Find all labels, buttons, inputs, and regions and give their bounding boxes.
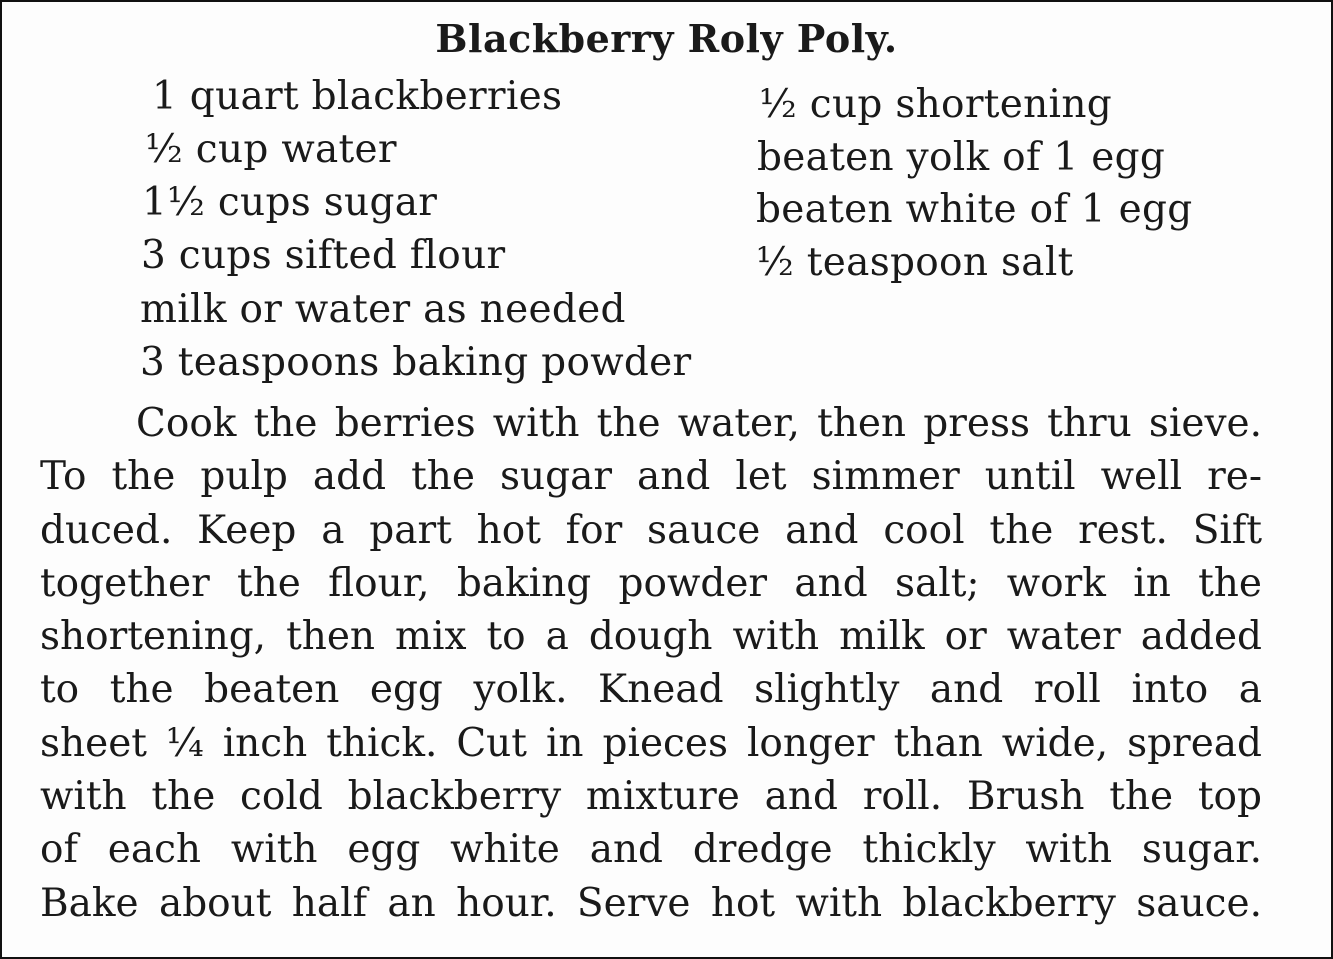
directions-line: To the pulp add the sugar and let simmer until well re-: [40, 454, 1262, 500]
ingredient: ½ cup shortening: [759, 82, 1113, 127]
ingredient: beaten white of 1 egg: [756, 187, 1193, 232]
ingredient: 3 teaspoons baking powder: [140, 340, 692, 385]
ingredient: 1 quart blackberries: [152, 74, 563, 119]
directions-line: with the cold blackberry mixture and roll. Brush the top: [40, 774, 1262, 820]
directions-line: Bake about half an hour. Serve hot with blackberry sauce.: [40, 880, 1262, 926]
directions-line: together the flour, baking powder and salt; work in the: [40, 560, 1262, 606]
directions-line: to the beaten egg yolk. Knead slightly and roll into a: [40, 667, 1262, 713]
ingredient: ½ cup water: [145, 127, 397, 172]
directions-line: sheet ¼ inch thick. Cut in pieces longer than wide, spread: [40, 720, 1262, 766]
directions-line: Cook the berries with the water, then press thru sieve.: [136, 401, 1262, 446]
ingredient: 1½ cups sugar: [142, 180, 438, 225]
ingredient: beaten yolk of 1 egg: [757, 135, 1166, 180]
ingredient: ½ teaspoon salt: [756, 240, 1074, 285]
directions-paragraph: [40, 397, 1262, 930]
ingredient: milk or water as needed: [140, 287, 626, 332]
directions-line: of each with egg white and dredge thickly with sugar.: [40, 827, 1262, 873]
directions-line: duced. Keep a part hot for sauce and cool the rest. Sift: [40, 507, 1262, 553]
directions-line: shortening, then mix to a dough with milk or water added: [40, 614, 1262, 660]
recipe-title: Blackberry Roly Poly.: [435, 16, 898, 61]
ingredient: 3 cups sifted flour: [141, 233, 506, 278]
